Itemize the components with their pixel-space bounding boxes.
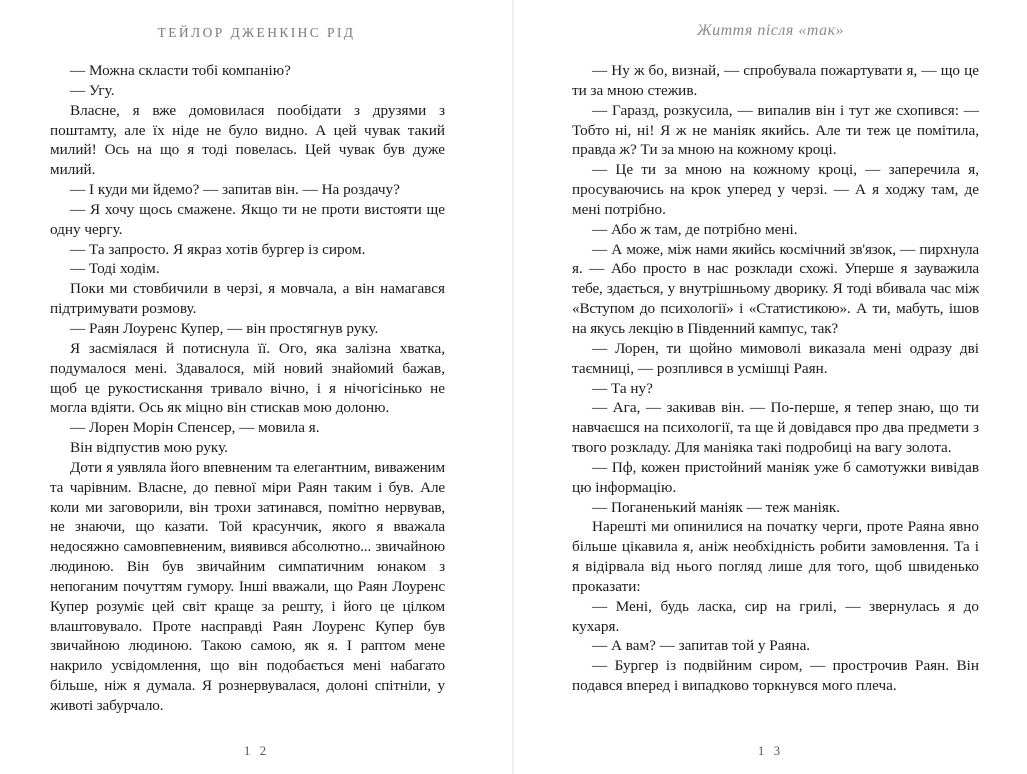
paragraph: Він відпустив мою руку. bbox=[70, 439, 228, 457]
paragraph: Доти я уявляла його впевненим та елегантним, виваженим та чарівним. Власне, до певної міри Раян таким і був. Але коли ми заговорили, він трохи затинався, помітно нервував, не знаючи, що казати. Той красунчик, якого я вважала недосяжно самовпевненим, виявився абсолютно... звичайною людиною. Він був звичайним симпатичним юнаком з непоганим почуттям гумору. Інші вважали, що Раян Лоуренс Купер розуміє цей світ краще за решту, і його це цілком влаштовувало. Проте насправді Раян Лоуренс Купер був звичайною людиною. Такою самою, як я. І раптом мене накрило усвідомлення, що він подобається мені набагато більше, ніж я думала. Я рознервувалася, долоні спітніли, у животі забурчало. bbox=[50, 458, 445, 714]
paragraph: — Угу. bbox=[70, 81, 115, 99]
paragraph: — Або ж там, де потрібно мені. bbox=[592, 220, 798, 238]
paragraph: — Бургер із подвійним сиром, — прострочив Раян. Він подався вперед і випадково торкнувся мого плеча. bbox=[572, 657, 979, 695]
paragraph: — Та запросто. Я якраз хотів бургер із сиром. bbox=[70, 240, 366, 258]
paragraph: — Ага, — закивав він. — По-перше, я тепер знаю, що ти навчаєшся на психології, та ще й довідався про два предмети з твого розкладу. Для маніяка такі подробиці на вагу золота. bbox=[572, 399, 979, 457]
right-page-text bbox=[572, 61, 979, 696]
paragraph: — Лорен, ти щойно мимоволі виказала мені одразу дві таємниці, — розплився в усмішці Раян. bbox=[572, 339, 979, 377]
right-page bbox=[514, 0, 1027, 774]
paragraph: — Тоді ходім. bbox=[70, 260, 160, 278]
paragraph: — А вам? — запитав той у Раяна. bbox=[592, 637, 811, 655]
paragraph: — Ну ж бо, визнай, — спробувала пожартувати я, — що це ти за мною стежив. bbox=[572, 62, 979, 99]
paragraph: — Гаразд, розкусила, — випалив він і тут же схопився: — Тобто ні, ні! Я ж не маніяк якийсь. Але ти теж це помітила, правда ж? Ти за мною на кожному кроці. bbox=[572, 101, 979, 159]
paragraph: — Можна скласти тобі компанію? bbox=[70, 62, 291, 79]
paragraph: — І куди ми йдемо? — запитав він. — На роздачу? bbox=[70, 181, 400, 199]
left-page bbox=[0, 0, 513, 774]
paragraph: Власне, я вже домовилася пообідати з друзями з поштамту, але їх ніде не було видно. А цей чувак такий милий! Ось на що я тоді повелась. Цей чувак був дуже милий. bbox=[50, 101, 445, 179]
left-page-text bbox=[50, 61, 445, 716]
paragraph: Поки ми стовбичили в черзі, я мовчала, а він намагався підтримувати розмову. bbox=[50, 280, 445, 318]
page-number: 1 3 bbox=[757, 743, 784, 758]
paragraph: Я засміялася й потиснула її. Ого, яка залізна хватка, подумалося мені. Здавалося, мій новий знайомий бажав, щоб це рукостискання тривало вічно, і я нічогісінько не могла вдіяти. Ось як міцно він стискав мою долоню. bbox=[50, 339, 445, 417]
paragraph: — Я хочу щось смажене. Якщо ти не проти вистояти ще одну чергу. bbox=[50, 200, 445, 238]
running-head-title: Життя після «так» bbox=[696, 22, 845, 39]
paragraph: — Раян Лоуренс Купер, — він простягнув руку. bbox=[70, 319, 379, 337]
paragraph: — Це ти за мною на кожному кроці, — заперечила я, просуваючись на крок уперед у черзі. — А я ходжу там, де мені потрібно. bbox=[572, 161, 979, 218]
paragraph: — А може, між нами якийсь космічний зв'язок, — пирхнула я. — Або просто в нас розклади схожі. Уперше я зауважила тебе, здається, у внутрішньому дворику. Я тоді вбивала час між «Вступом до психології» і «Статистикою». А ти, мабуть, ішов на якусь лекцію в Південний кампус, так? bbox=[572, 240, 979, 337]
paragraph: — Мені, будь ласка, сир на грилі, — звернулась я до кухаря. bbox=[572, 597, 979, 635]
paragraph: — Та ну? bbox=[592, 379, 653, 397]
page-number: 1 2 bbox=[243, 743, 270, 758]
paragraph: Нарешті ми опинилися на початку черги, проте Раяна явно більше цікавила я, аніж необхідність робити замовлення. Та і я відірвала від нього погляд лише для того, щоб швиденько проказати: bbox=[572, 518, 979, 595]
paragraph: — Пф, кожен пристойний маніяк уже б самотужки вивідав цю інформацію. bbox=[572, 458, 979, 496]
paragraph: — Поганенький маніяк — теж маніяк. bbox=[592, 498, 841, 516]
paragraph: — Лорен Морін Спенсер, — мовила я. bbox=[70, 419, 320, 437]
running-head-author: ТЕЙЛОР ДЖЕНКІНС РІД bbox=[157, 25, 356, 40]
